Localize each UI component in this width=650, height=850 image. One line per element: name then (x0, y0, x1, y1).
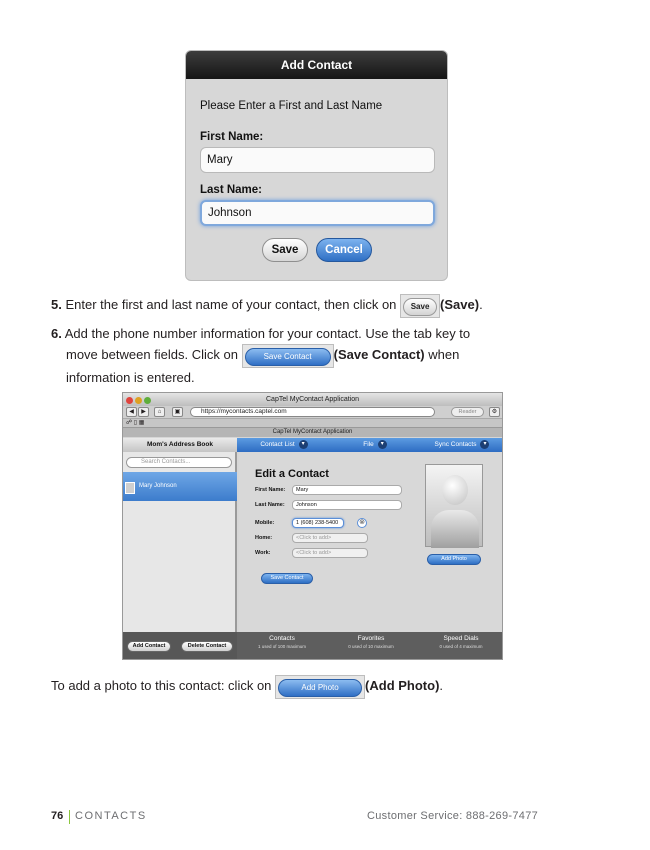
clear-icon[interactable]: ⊗ (357, 518, 367, 528)
edit-title: Edit a Contact (255, 468, 329, 480)
customer-service: Customer Service: 888-269-7477 (367, 810, 539, 822)
work-label: Work: (255, 550, 271, 556)
last-name-label: Last Name: (200, 184, 262, 196)
step-text: information is entered. (66, 369, 195, 385)
cancel-button[interactable]: Cancel (316, 238, 372, 262)
save-button-frame (400, 294, 440, 318)
contact-name: Mary Johnson (139, 483, 177, 489)
app-header (123, 438, 503, 452)
stat-favorites (336, 635, 406, 651)
menu-label: Contact List (260, 441, 295, 448)
step-text: To add a photo to this contact: click on (51, 678, 272, 694)
mobile-field[interactable]: 1 (608) 238-5400 (292, 518, 344, 528)
chevron-down-icon: ▾ (299, 440, 308, 449)
section-name: CONTACTS (75, 810, 147, 822)
work-field[interactable]: <Click to add> (292, 548, 368, 558)
page-number: 76 (51, 810, 64, 822)
stat-sub: 1 used of 100 maximum (257, 644, 307, 649)
add-photo-instruction (51, 675, 443, 699)
first-name-label: First Name: (255, 487, 286, 493)
stat-title: Favorites (357, 635, 385, 642)
close-icon[interactable] (126, 397, 133, 404)
step-text: move between fields. Click on (66, 347, 238, 363)
add-photo-button-frame (275, 675, 365, 699)
delete-contact-button[interactable]: Delete Contact (181, 641, 233, 652)
save-contact-button-frame (242, 344, 334, 368)
home-field[interactable]: <Click to add> (292, 533, 368, 543)
stat-title: Speed Dials (443, 635, 479, 642)
stat-sub: 0 used of 10 maximum (348, 644, 394, 649)
save-contact-button[interactable]: Save Contact (261, 573, 313, 584)
last-name-label: Last Name: (255, 502, 285, 508)
bookmarks-bar (123, 418, 502, 427)
tab-bar[interactable]: CapTel MyContact Application (123, 427, 502, 437)
chevron-down-icon: ▾ (480, 440, 489, 449)
dialog-prompt: Please Enter a First and Last Name (200, 100, 383, 112)
first-name-input[interactable]: Mary (200, 147, 435, 173)
step-bold: (Add Photo) (365, 678, 440, 694)
save-button[interactable]: Save (262, 238, 308, 262)
home-icon[interactable]: ⌂ (154, 407, 165, 417)
reader-button[interactable]: Reader (451, 407, 484, 417)
address-book-sidebar (123, 452, 237, 632)
person-silhouette-icon (442, 475, 468, 505)
step-number: 5. (51, 297, 62, 313)
menu-file[interactable] (333, 438, 417, 452)
step-text: Enter the first and last name of your contact, then click on (65, 297, 397, 313)
step-number: 6. (51, 326, 62, 341)
minimize-icon[interactable] (135, 397, 142, 404)
captel-app-screenshot (122, 392, 503, 660)
url-bar[interactable]: https://mycontacts.captel.com (190, 407, 435, 417)
step-5 (51, 294, 483, 318)
contact-photo-placeholder (425, 464, 483, 547)
menu-label: Sync Contacts (434, 441, 477, 448)
stat-speed-dials (423, 635, 499, 651)
add-contact-button[interactable]: Add Contact (127, 641, 171, 652)
step-6 (51, 324, 591, 387)
step-punct: . (439, 678, 444, 694)
step-text: when (428, 347, 460, 363)
last-name-input[interactable]: Johnson (200, 200, 435, 226)
stat-contacts (247, 635, 317, 651)
zoom-icon[interactable] (144, 397, 151, 404)
edit-contact-panel (239, 452, 503, 632)
stat-title: Contacts (269, 635, 295, 642)
footer-divider (69, 810, 70, 824)
step-punct: . (479, 297, 483, 313)
step-text: Add the phone number information for your contact. Use the tab key to (64, 326, 471, 341)
first-name-field[interactable]: Mary (292, 485, 402, 495)
home-label: Home: (255, 535, 273, 541)
forward-icon[interactable]: ▶ (138, 407, 149, 417)
save-button-image: Save (403, 298, 437, 316)
bookmarks-icon[interactable]: ☍ ▯ ▦ (126, 420, 145, 426)
window-titlebar (123, 393, 502, 406)
chevron-down-icon: ▾ (378, 440, 387, 449)
window-title: CapTel MyContact Application (266, 396, 359, 403)
save-contact-button-image: Save Contact (245, 348, 331, 366)
first-name-label: First Name: (200, 131, 264, 143)
search-contacts-input[interactable]: Search Contacts... (126, 457, 232, 468)
add-contact-dialog (185, 50, 448, 281)
person-silhouette-body (431, 510, 479, 548)
avatar (125, 482, 135, 494)
settings-icon[interactable]: ⚙ (489, 407, 500, 417)
tabs-icon[interactable]: ▣ (172, 407, 183, 417)
browser-toolbar (123, 406, 502, 418)
add-photo-button[interactable]: Add Photo (427, 554, 481, 565)
menu-sync-contacts[interactable] (421, 438, 503, 452)
menu-contact-list[interactable] (239, 438, 329, 452)
menu-label: File (363, 441, 374, 448)
step-bold: (Save) (440, 297, 480, 313)
last-name-field[interactable]: Johnson (292, 500, 402, 510)
app-footer (123, 632, 503, 660)
back-icon[interactable]: ◀ (126, 407, 137, 417)
dialog-title: Add Contact (186, 51, 447, 79)
stat-sub: 0 used of 4 maximum (439, 644, 483, 649)
step-bold: (Save Contact) (333, 347, 425, 363)
mobile-label: Mobile: (255, 520, 275, 526)
contact-list-item[interactable] (123, 472, 237, 501)
sidebar-title: Mom's Address Book (123, 438, 237, 452)
add-photo-button-image: Add Photo (278, 679, 362, 697)
